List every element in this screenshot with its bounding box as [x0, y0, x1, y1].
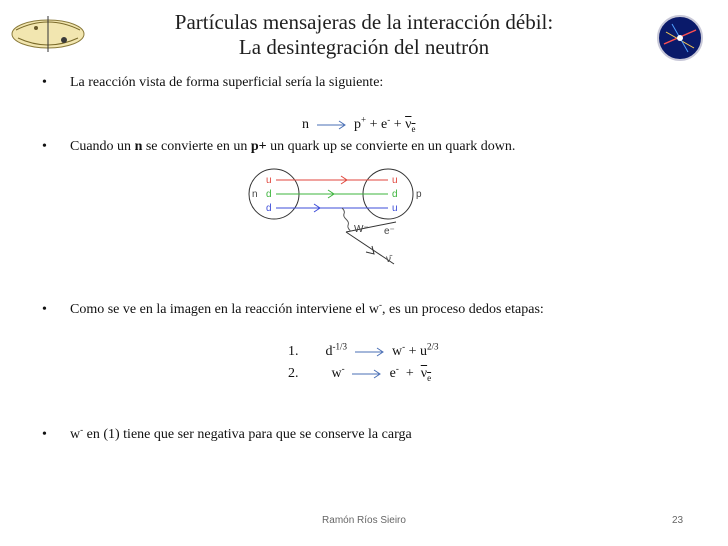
- right-arrow-icon: [352, 369, 382, 379]
- left-quark-3: d: [266, 203, 272, 214]
- nubar-arrow-icon: [366, 246, 374, 254]
- electron-label: e⁻: [384, 226, 395, 237]
- page-number: 23: [672, 515, 684, 526]
- antineutrino-label: ν̄: [386, 254, 391, 265]
- footer-author: Ramón Ríos Sieiro: [322, 515, 406, 526]
- bullet-3-text: Como se ve en la imagen en la reacción interviene el w-, es un proceso dedos etapas:: [70, 299, 544, 317]
- title-line-2: La desintegración del neutrón: [238, 35, 490, 59]
- feynman-diagram: [246, 164, 436, 286]
- reaction-n: n: [302, 117, 309, 132]
- right-quark-2: d: [392, 189, 398, 200]
- left-quark-2: d: [266, 189, 272, 200]
- reaction-equation: n $p^+ + e^- + \nu_e$: [302, 114, 416, 134]
- right-arrow-icon: [317, 120, 347, 130]
- bullet-dot: •: [42, 75, 47, 90]
- left-quark-1: u: [266, 175, 272, 186]
- step-1: 1. $d^{-1/3}$ $w^- + u^{2/3}$: [288, 341, 439, 359]
- diagram-n-label: n: [252, 189, 258, 200]
- bullet-dot: •: [42, 139, 47, 154]
- title-line-1: Partículas mensajeras de la interacción débil:: [174, 10, 554, 34]
- right-quark-3: u: [392, 203, 398, 214]
- right-quark-1: u: [392, 175, 398, 186]
- antineutrino-symbol: $\nu_e$: [405, 117, 416, 134]
- w-boson-line: [341, 208, 351, 231]
- bullet-1-text: La reacción vista de forma superficial sería la siguiente:: [70, 75, 384, 90]
- bullet-dot: •: [42, 302, 47, 317]
- right-arrow-icon: [355, 347, 385, 357]
- step-2: 2. w- $e^- + \nu_e$: [288, 363, 432, 383]
- bullet-4-text: w- en (1) tiene que ser negativa para que se conserve la carga: [70, 424, 412, 442]
- bullet-dot: •: [42, 427, 47, 442]
- w-label: W⁻: [354, 224, 369, 235]
- bullet-2-text: Cuando un n se convierte en un p+ un quark up se convierte en un quark down.: [70, 139, 516, 154]
- diagram-p-label: p: [416, 189, 422, 200]
